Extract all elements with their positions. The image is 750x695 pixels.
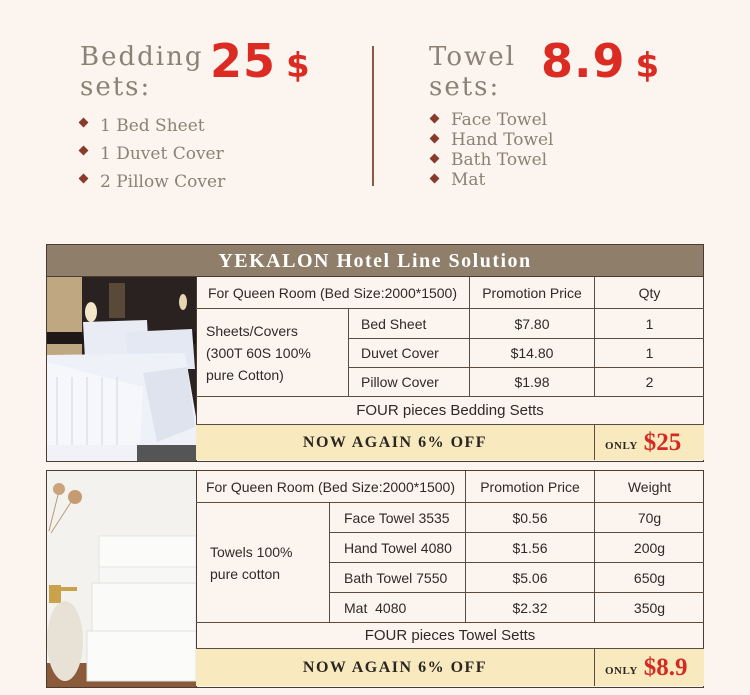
towel-header-weight: Weight [595, 471, 704, 503]
bed-image-icon [47, 277, 196, 461]
towel-header-price: Promotion Price [466, 471, 595, 503]
bedding-items-list [78, 112, 225, 196]
towel-price [541, 34, 659, 88]
bedding-section [46, 276, 704, 462]
towel-category-line: pure cotton [210, 565, 281, 582]
towel-section [46, 470, 704, 688]
towel-price-currency: $ [635, 46, 660, 86]
diamond-bullet-icon [430, 134, 440, 144]
diamond-bullet-icon [79, 174, 89, 184]
bedding-set-label: FOUR pieces Bedding Setts [196, 397, 704, 425]
towel-item-label: Face Towel [451, 110, 548, 130]
bedding-row-qty: 1 [595, 309, 704, 339]
bedding-price-currency: $ [286, 46, 310, 86]
bedding-row-item: Bed Sheet [349, 309, 470, 339]
diamond-bullet-icon [430, 114, 440, 124]
bedding-final-price: $25 [643, 428, 682, 456]
bedding-row-qty: 2 [595, 368, 704, 397]
bedding-price [210, 34, 310, 88]
list-item [429, 170, 554, 190]
towel-items-list [429, 110, 554, 190]
towel-row-weight: 350g [595, 593, 704, 623]
towel-final-price: $8.9 [643, 653, 688, 681]
towel-row-weight: 200g [595, 533, 704, 563]
price-table [46, 244, 704, 681]
bedding-row-qty: 1 [595, 339, 704, 368]
bedding-grid [196, 277, 703, 461]
list-item [78, 168, 225, 196]
towel-header-room: For Queen Room (Bed Size:2000*1500) [196, 471, 466, 503]
bedding-category-line: pure Cotton) [206, 366, 284, 383]
towel-row-item: Bath Towel 7550 [330, 563, 466, 593]
list-item [429, 130, 554, 150]
towel-row-price: $0.56 [466, 503, 595, 533]
towel-row-weight: 650g [595, 563, 704, 593]
only-label: ONLY [605, 664, 638, 677]
only-label: ONLY [605, 439, 638, 452]
towel-title-line1: Towel [429, 42, 516, 72]
bedding-row-item: Duvet Cover [349, 339, 470, 368]
bedding-row-price: $14.80 [470, 339, 595, 368]
towel-image-icon [47, 471, 196, 687]
list-item [78, 140, 225, 168]
towel-price-number: 8.9 [541, 34, 626, 88]
towel-row-weight: 70g [595, 503, 704, 533]
towel-title [429, 42, 516, 102]
bedding-row-price: $7.80 [470, 309, 595, 339]
towel-grid [196, 471, 703, 687]
towel-item-label: Mat [451, 170, 486, 190]
towel-item-label: Bath Towel [451, 150, 548, 170]
bedding-header-price: Promotion Price [470, 277, 595, 309]
bedding-item-label: 2 Pillow Cover [100, 172, 226, 192]
towel-photo [47, 471, 197, 687]
towel-only-price [595, 649, 704, 686]
promo-divider [372, 46, 374, 186]
towel-set-label: FOUR pieces Towel Setts [196, 623, 704, 649]
towel-row-price: $1.56 [466, 533, 595, 563]
bedding-category-line: (300T 60S 100% [206, 344, 311, 361]
bedding-header-room: For Queen Room (Bed Size:2000*1500) [196, 277, 470, 309]
bedding-title-line2: sets: [80, 72, 152, 102]
bedding-offer-text: NOW AGAIN 6% OFF [302, 433, 488, 451]
towel-offer [196, 649, 595, 686]
list-item [429, 150, 554, 170]
diamond-bullet-icon [79, 118, 89, 128]
bedding-item-label: 1 Duvet Cover [100, 144, 224, 164]
bedding-row-price: $1.98 [470, 368, 595, 397]
diamond-bullet-icon [430, 174, 440, 184]
diamond-bullet-icon [79, 146, 89, 156]
table-banner: YEKALON Hotel Line Solution [46, 244, 704, 277]
bedding-title [80, 42, 203, 102]
bedding-category-line: Sheets/Covers [206, 322, 298, 339]
bedding-item-label: 1 Bed Sheet [100, 116, 205, 136]
bedding-header-qty: Qty [595, 277, 704, 309]
bedding-only-price [595, 425, 704, 460]
towel-row-item: Mat 4080 [330, 593, 466, 623]
bedding-category [196, 309, 349, 397]
towel-row-item: Hand Towel 4080 [330, 533, 466, 563]
bed-photo [47, 277, 197, 461]
list-item [78, 112, 225, 140]
towel-category [196, 503, 330, 623]
towel-row-price: $2.32 [466, 593, 595, 623]
towel-title-line2: sets: [429, 72, 501, 102]
diamond-bullet-icon [430, 154, 440, 164]
towel-category-line: Towels 100% [210, 543, 293, 560]
towel-row-price: $5.06 [466, 563, 595, 593]
towel-offer-text: NOW AGAIN 6% OFF [302, 658, 488, 676]
bedding-row-item: Pillow Cover [349, 368, 470, 397]
towel-row-item: Face Towel 3535 [330, 503, 466, 533]
list-item [429, 110, 554, 130]
bedding-title-line1: Bedding [80, 42, 204, 72]
towel-item-label: Hand Towel [451, 130, 554, 150]
bedding-price-number: 25 [210, 34, 277, 88]
bedding-offer [196, 425, 595, 460]
